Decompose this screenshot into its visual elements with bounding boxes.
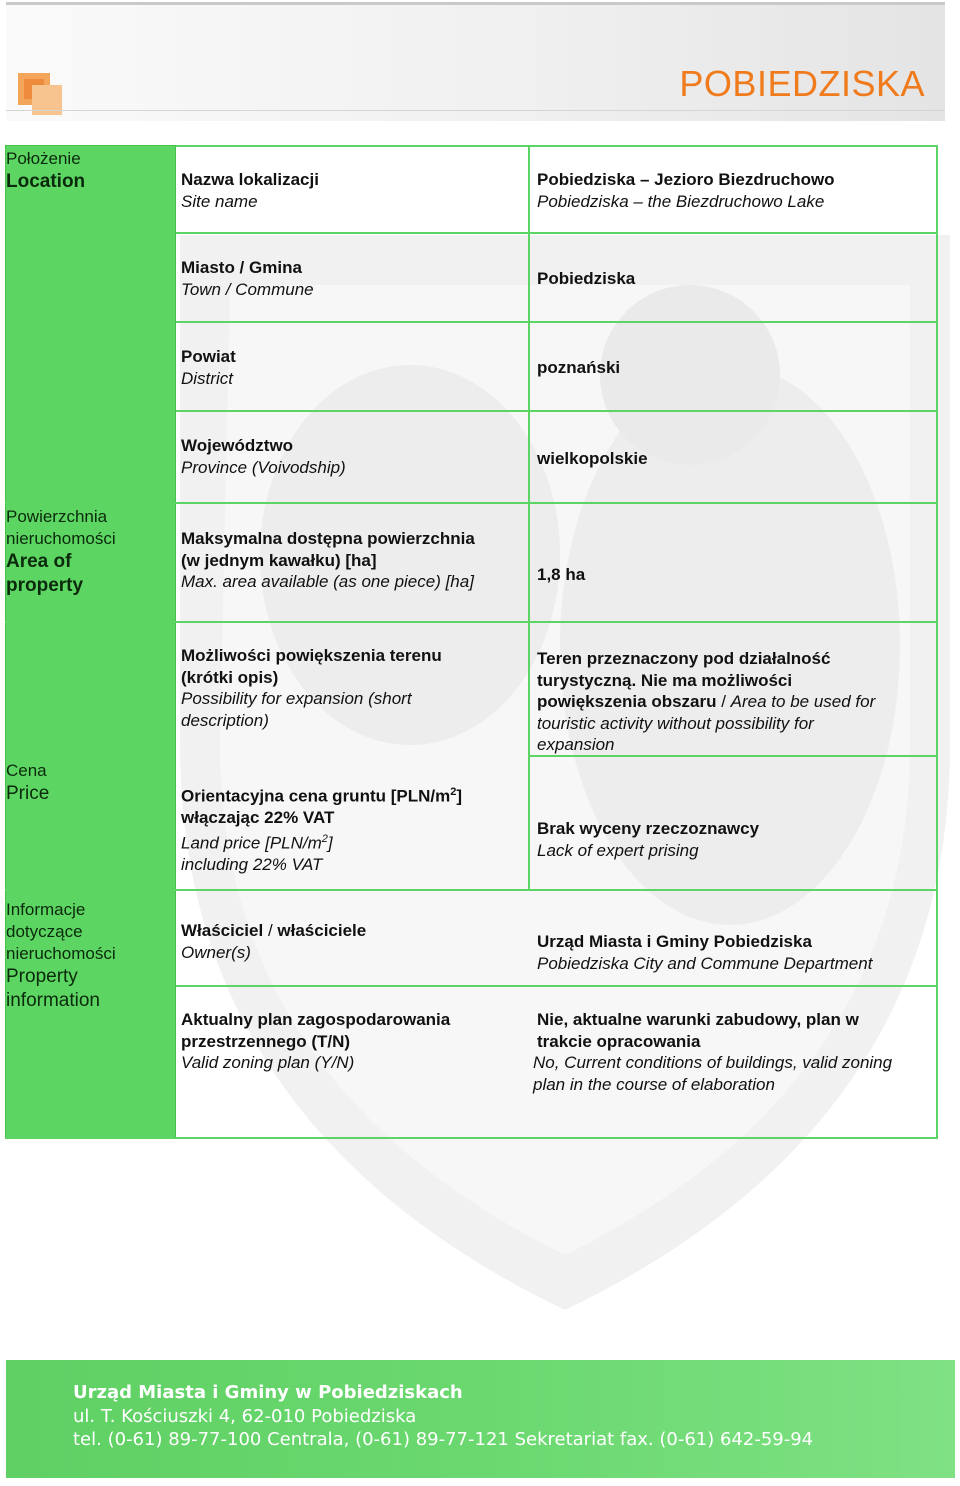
table-row-value bbox=[537, 818, 759, 861]
table-row bbox=[181, 645, 442, 731]
table-row-divider bbox=[5, 502, 938, 504]
footer-office-name: Urząd Miasta i Gminy w Pobiedziskach bbox=[73, 1382, 463, 1403]
section-price bbox=[6, 760, 49, 806]
row-value: wielkopolskie bbox=[537, 449, 648, 468]
row-label-en: Valid zoning plan (Y/N) bbox=[181, 1053, 355, 1072]
table-row-value bbox=[533, 1009, 892, 1095]
table-row bbox=[181, 1009, 450, 1074]
row-label-en: description) bbox=[181, 710, 269, 730]
row-value-en: Area to be used for bbox=[730, 692, 876, 711]
table-row bbox=[181, 346, 236, 389]
table-border bbox=[936, 145, 938, 1139]
header-banner bbox=[6, 2, 945, 121]
section-area bbox=[6, 506, 156, 598]
row-label-en: Land price [PLN/m bbox=[181, 833, 322, 853]
table-row-divider bbox=[5, 889, 938, 891]
row-label-pl: ] bbox=[456, 786, 463, 806]
row-label-pl: Nazwa lokalizacji bbox=[181, 170, 319, 189]
superscript: 2 bbox=[450, 786, 457, 798]
table-border bbox=[5, 1137, 938, 1139]
row-label-en: including 22% VAT bbox=[181, 854, 323, 874]
section-location bbox=[6, 148, 85, 194]
table-row-divider bbox=[5, 621, 938, 623]
header-divider bbox=[6, 110, 945, 111]
row-label-en: Site name bbox=[181, 191, 258, 211]
table-row-divider bbox=[176, 410, 938, 412]
row-label-en: Province (Voivodship) bbox=[181, 457, 346, 477]
row-label-pl: Orientacyjna cena gruntu [PLN/m bbox=[181, 786, 451, 806]
section-label-pl: Położenie bbox=[6, 149, 81, 168]
row-value-en: No, Current conditions of buildings, valid zoning bbox=[533, 1053, 893, 1072]
section-property-info bbox=[6, 899, 146, 1013]
row-value: poznański bbox=[537, 358, 621, 377]
footer-contact bbox=[6, 1360, 955, 1478]
table-row bbox=[181, 257, 314, 300]
row-label-pl: Miasto / Gmina bbox=[181, 258, 302, 277]
table-row bbox=[181, 435, 346, 478]
table-row-value bbox=[537, 648, 875, 756]
table-border bbox=[176, 145, 938, 147]
table-row-divider bbox=[176, 232, 938, 234]
section-label-en: Area of property bbox=[6, 551, 84, 596]
section-label-en: Property information bbox=[6, 966, 100, 1011]
row-value-en: Pobiedziska City and Commune Department bbox=[537, 953, 873, 973]
row-label-pl: przestrzennego (T/N) bbox=[181, 1031, 351, 1051]
row-label-pl: włączając 22% VAT bbox=[181, 808, 335, 828]
row-label-en: Owner(s) bbox=[181, 942, 251, 962]
section-label-en: Price bbox=[6, 783, 50, 804]
section-label-pl: Powierzchnia nieruchomości bbox=[6, 507, 116, 548]
footer-phone: tel. (0-61) 89-77-100 Centrala, (0-61) 89-77-121 Sekretariat fax. (0-61) 642-59-94 bbox=[73, 1429, 814, 1450]
row-value-en: expansion bbox=[537, 735, 615, 754]
row-value: 1,8 ha bbox=[537, 565, 586, 584]
row-value-pl: Nie, aktualne warunki zabudowy, plan w bbox=[537, 1010, 859, 1029]
row-value-pl: Teren przeznaczony pod działalność bbox=[537, 649, 831, 668]
table-row bbox=[181, 169, 319, 212]
table-column-divider bbox=[528, 145, 530, 622]
row-label-pl: (w jednym kawałku) [ha] bbox=[181, 550, 377, 570]
row-value-en: touristic activity without possibility for bbox=[537, 713, 814, 733]
table-row-value bbox=[537, 931, 872, 974]
table-row-divider bbox=[176, 321, 938, 323]
row-label-en: ] bbox=[327, 833, 333, 853]
row-value-pl: trakcie opracowania bbox=[537, 1031, 701, 1051]
section-label-pl: Cena bbox=[6, 761, 47, 780]
superscript: 2 bbox=[321, 832, 328, 845]
table-row bbox=[181, 920, 366, 963]
page-title: POBIEDZISKA bbox=[679, 63, 925, 104]
row-value-en: Lack of expert prising bbox=[537, 840, 699, 860]
row-label-pl: właściciele bbox=[277, 921, 367, 940]
row-label-pl: Maksymalna dostępna powierzchnia bbox=[181, 529, 475, 548]
separator: / bbox=[263, 921, 278, 940]
row-value: Pobiedziska bbox=[537, 269, 636, 288]
section-label-en: Location bbox=[6, 171, 86, 192]
table-row-divider bbox=[176, 985, 938, 987]
table-row bbox=[181, 528, 475, 593]
row-label-pl: Możliwości powiększenia terenu bbox=[181, 646, 442, 665]
row-value-pl: Urząd Miasta i Gminy Pobiedziska bbox=[537, 932, 812, 951]
coat-of-arms-watermark-icon bbox=[170, 225, 960, 1315]
row-value-pl: Pobiedziska – Jezioro Biezdruchowo bbox=[537, 170, 835, 189]
footer-address: ul. T. Kościuszki 4, 62-010 Pobiedziska bbox=[73, 1406, 417, 1427]
row-label-en: Town / Commune bbox=[181, 279, 314, 299]
row-label-pl: Powiat bbox=[181, 347, 236, 366]
row-label-en: District bbox=[181, 368, 233, 388]
row-label-en: Max. area available (as one piece) [ha] bbox=[181, 572, 474, 591]
row-value-pl: turystyczną. Nie ma możliwości bbox=[537, 670, 793, 690]
separator: / bbox=[716, 692, 731, 711]
row-label-pl: Aktualny plan zagospodarowania bbox=[181, 1010, 451, 1029]
section-label-pl: Informacje dotyczące nieruchomości bbox=[6, 900, 116, 963]
table-row-value bbox=[537, 169, 835, 212]
table-row bbox=[181, 782, 462, 875]
row-value-en: plan in the course of elaboration bbox=[533, 1074, 775, 1094]
row-label-en: Possibility for expansion (short bbox=[181, 689, 412, 708]
row-value-en: Pobiedziska – the Biezdruchowo Lake bbox=[537, 191, 825, 211]
row-value-pl: Brak wyceny rzeczoznawcy bbox=[537, 819, 760, 838]
row-label-pl: (krótki opis) bbox=[181, 667, 279, 687]
row-label-pl: Właściciel bbox=[181, 921, 264, 940]
row-value-pl: powiększenia obszaru bbox=[537, 692, 717, 711]
row-label-pl: Województwo bbox=[181, 436, 294, 455]
